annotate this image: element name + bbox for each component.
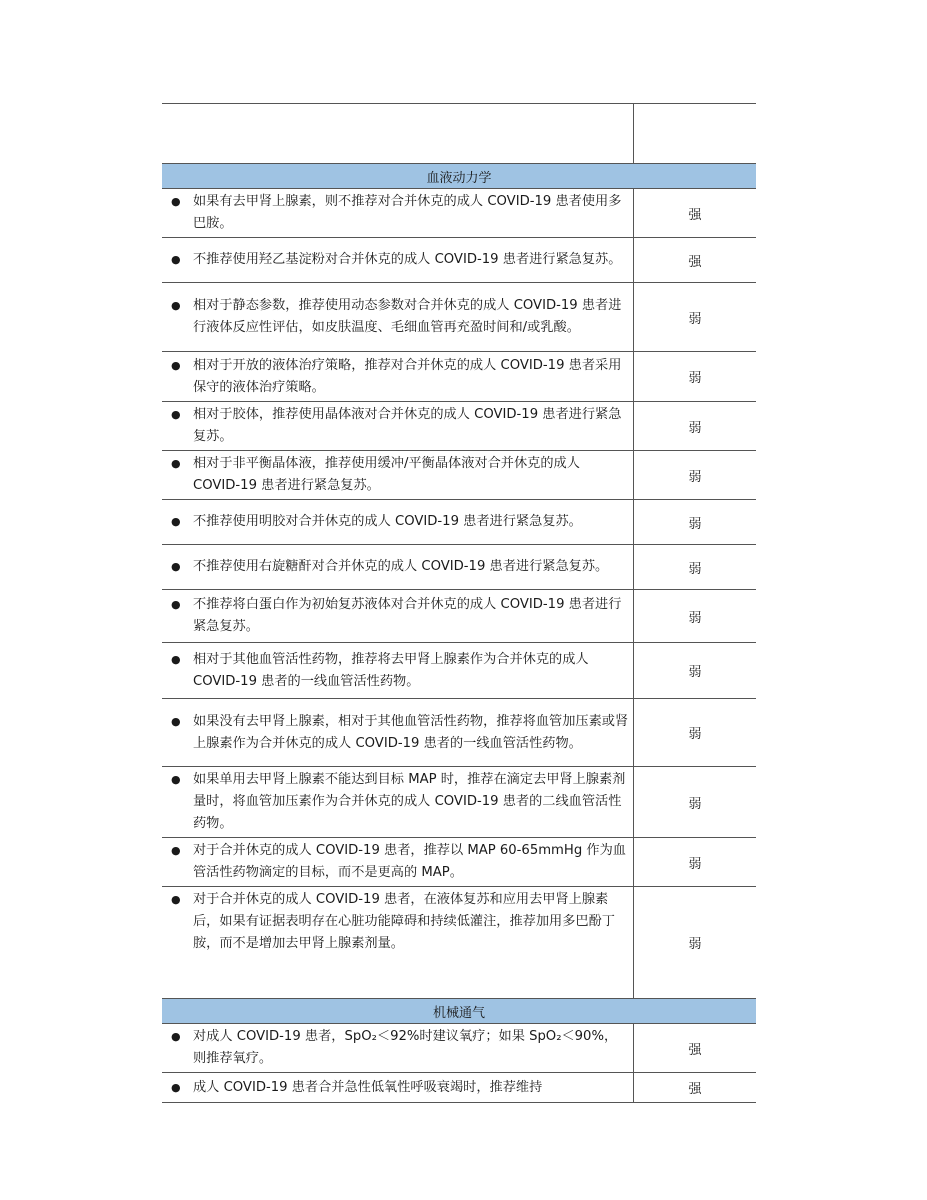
bullet-icon: ● bbox=[171, 560, 181, 573]
bullet-icon: ● bbox=[171, 1030, 181, 1043]
recommendation-cell bbox=[162, 838, 634, 887]
recommendation-text: 如果没有去甲肾上腺素，相对于其他血管活性药物，推荐将血管加压素或肾上腺素作为合并休克的成人 COVID-19 患者的一线血管活性药物。 bbox=[193, 713, 629, 751]
table-row bbox=[162, 767, 756, 838]
recommendation-cell bbox=[162, 189, 634, 238]
recommendation-cell bbox=[162, 352, 634, 402]
table-row bbox=[162, 352, 756, 402]
table-row bbox=[162, 545, 756, 590]
bullet-icon: ● bbox=[171, 652, 181, 666]
recommendation-text: 相对于静态参数，推荐使用动态参数对合并休克的成人 COVID-19 患者进行液体反应性评估，如皮肤温度、毛细血管再充盈时间和/或乳酸。 bbox=[193, 298, 622, 335]
recommendation-cell bbox=[162, 767, 634, 838]
bullet-icon: ● bbox=[171, 358, 181, 372]
blank-cell bbox=[162, 104, 634, 164]
strength-cell: 强 bbox=[634, 238, 757, 283]
strength-cell: 弱 bbox=[634, 887, 757, 999]
recommendation-text: 相对于其他血管活性药物，推荐将去甲肾上腺素作为合并休克的成人 COVID-19 患者的一线血管活性药物。 bbox=[193, 651, 589, 689]
bullet-icon: ● bbox=[171, 299, 181, 312]
blank-cell bbox=[634, 104, 757, 164]
strength-cell: 弱 bbox=[634, 283, 757, 352]
bullet-icon: ● bbox=[171, 893, 181, 906]
bullet-icon: ● bbox=[171, 253, 181, 266]
strength-cell: 强 bbox=[634, 1073, 757, 1103]
table-row bbox=[162, 1024, 756, 1073]
recommendation-cell bbox=[162, 643, 634, 699]
section-title: 机械通气 bbox=[162, 999, 756, 1024]
recommendation-cell bbox=[162, 500, 634, 545]
strength-cell: 弱 bbox=[634, 590, 757, 643]
recommendation-cell bbox=[162, 238, 634, 283]
table-row bbox=[162, 500, 756, 545]
bullet-icon: ● bbox=[171, 714, 181, 728]
strength-cell: 弱 bbox=[634, 838, 757, 887]
strength-cell: 强 bbox=[634, 1024, 757, 1073]
recommendation-text: 不推荐将白蛋白作为初始复苏液体对合并休克的成人 COVID-19 患者进行紧急复苏。 bbox=[193, 597, 622, 634]
table-row bbox=[162, 590, 756, 643]
table-row bbox=[162, 451, 756, 500]
recommendation-cell bbox=[162, 283, 634, 352]
strength-cell: 弱 bbox=[634, 451, 757, 500]
table-row bbox=[162, 402, 756, 451]
bullet-icon: ● bbox=[171, 844, 181, 857]
recommendation-text: 不推荐使用羟乙基淀粉对合并休克的成人 COVID-19 患者进行紧急复苏。 bbox=[193, 252, 622, 267]
table-row bbox=[162, 643, 756, 699]
section-header-mechanical-ventilation bbox=[162, 999, 756, 1024]
strength-cell: 弱 bbox=[634, 699, 757, 767]
bullet-icon: ● bbox=[171, 457, 181, 470]
bullet-icon: ● bbox=[171, 515, 181, 528]
table-row bbox=[162, 887, 756, 999]
recommendation-cell bbox=[162, 402, 634, 451]
recommendation-text: 对于合并休克的成人 COVID-19 患者，推荐以 MAP 60-65mmHg 作为血管活性药物滴定的目标，而不是更高的 MAP。 bbox=[193, 843, 626, 880]
recommendation-cell bbox=[162, 545, 634, 590]
recommendation-text: 相对于非平衡晶体液，推荐使用缓冲/平衡晶体液对合并休克的成人 COVID-19 患者进行紧急复苏。 bbox=[193, 456, 580, 493]
bullet-icon: ● bbox=[171, 773, 181, 786]
strength-cell: 弱 bbox=[634, 767, 757, 838]
recommendation-cell bbox=[162, 1073, 634, 1103]
recommendation-text: 不推荐使用明胶对合并休克的成人 COVID-19 患者进行紧急复苏。 bbox=[193, 514, 582, 529]
recommendation-text: 如果单用去甲肾上腺素不能达到目标 MAP 时，推荐在滴定去甲肾上腺素剂量时，将血管加压素作为合并休克的成人 COVID-19 患者的二线血管活性药物。 bbox=[193, 772, 626, 831]
recommendation-cell bbox=[162, 887, 634, 999]
bullet-icon: ● bbox=[171, 1080, 181, 1094]
recommendation-text: 成人 COVID-19 患者合并急性低氧性呼吸衰竭时，推荐维持 bbox=[193, 1079, 543, 1095]
recommendation-text: 相对于胶体，推荐使用晶体液对合并休克的成人 COVID-19 患者进行紧急复苏。 bbox=[193, 407, 622, 444]
recommendation-cell bbox=[162, 590, 634, 643]
strength-cell: 弱 bbox=[634, 402, 757, 451]
recommendation-text: 对成人 COVID-19 患者，SpO₂＜92%时建议氧疗；如果 SpO₂＜90%，则推荐氧疗。 bbox=[193, 1029, 618, 1066]
table-row bbox=[162, 699, 756, 767]
strength-cell: 弱 bbox=[634, 500, 757, 545]
table-row bbox=[162, 1073, 756, 1103]
recommendation-cell bbox=[162, 699, 634, 767]
strength-cell: 强 bbox=[634, 189, 757, 238]
table-row bbox=[162, 238, 756, 283]
section-title: 血液动力学 bbox=[162, 164, 756, 189]
recommendation-text: 如果有去甲肾上腺素，则不推荐对合并休克的成人 COVID-19 患者使用多巴胺。 bbox=[193, 194, 622, 231]
recommendation-text: 相对于开放的液体治疗策略，推荐对合并休克的成人 COVID-19 患者采用保守的液体治疗策略。 bbox=[193, 357, 622, 395]
bullet-icon: ● bbox=[171, 195, 181, 208]
blank-header-row bbox=[162, 104, 756, 164]
recommendation-cell bbox=[162, 451, 634, 500]
recommendation-text: 对于合并休克的成人 COVID-19 患者，在液体复苏和应用去甲肾上腺素后，如果有证据表明存在心脏功能障碍和持续低灌注，推荐加用多巴酚丁胺，而不是增加去甲肾上腺素剂量。 bbox=[193, 892, 615, 951]
recommendation-text: 不推荐使用右旋糖酐对合并休克的成人 COVID-19 患者进行紧急复苏。 bbox=[193, 559, 609, 574]
recommendation-table bbox=[162, 103, 756, 1103]
strength-cell: 弱 bbox=[634, 352, 757, 402]
table-row bbox=[162, 838, 756, 887]
table-row bbox=[162, 189, 756, 238]
section-header-hemodynamics bbox=[162, 164, 756, 189]
strength-cell: 弱 bbox=[634, 545, 757, 590]
recommendation-cell bbox=[162, 1024, 634, 1073]
bullet-icon: ● bbox=[171, 598, 181, 611]
table-row bbox=[162, 283, 756, 352]
bullet-icon: ● bbox=[171, 408, 181, 421]
strength-cell: 弱 bbox=[634, 643, 757, 699]
